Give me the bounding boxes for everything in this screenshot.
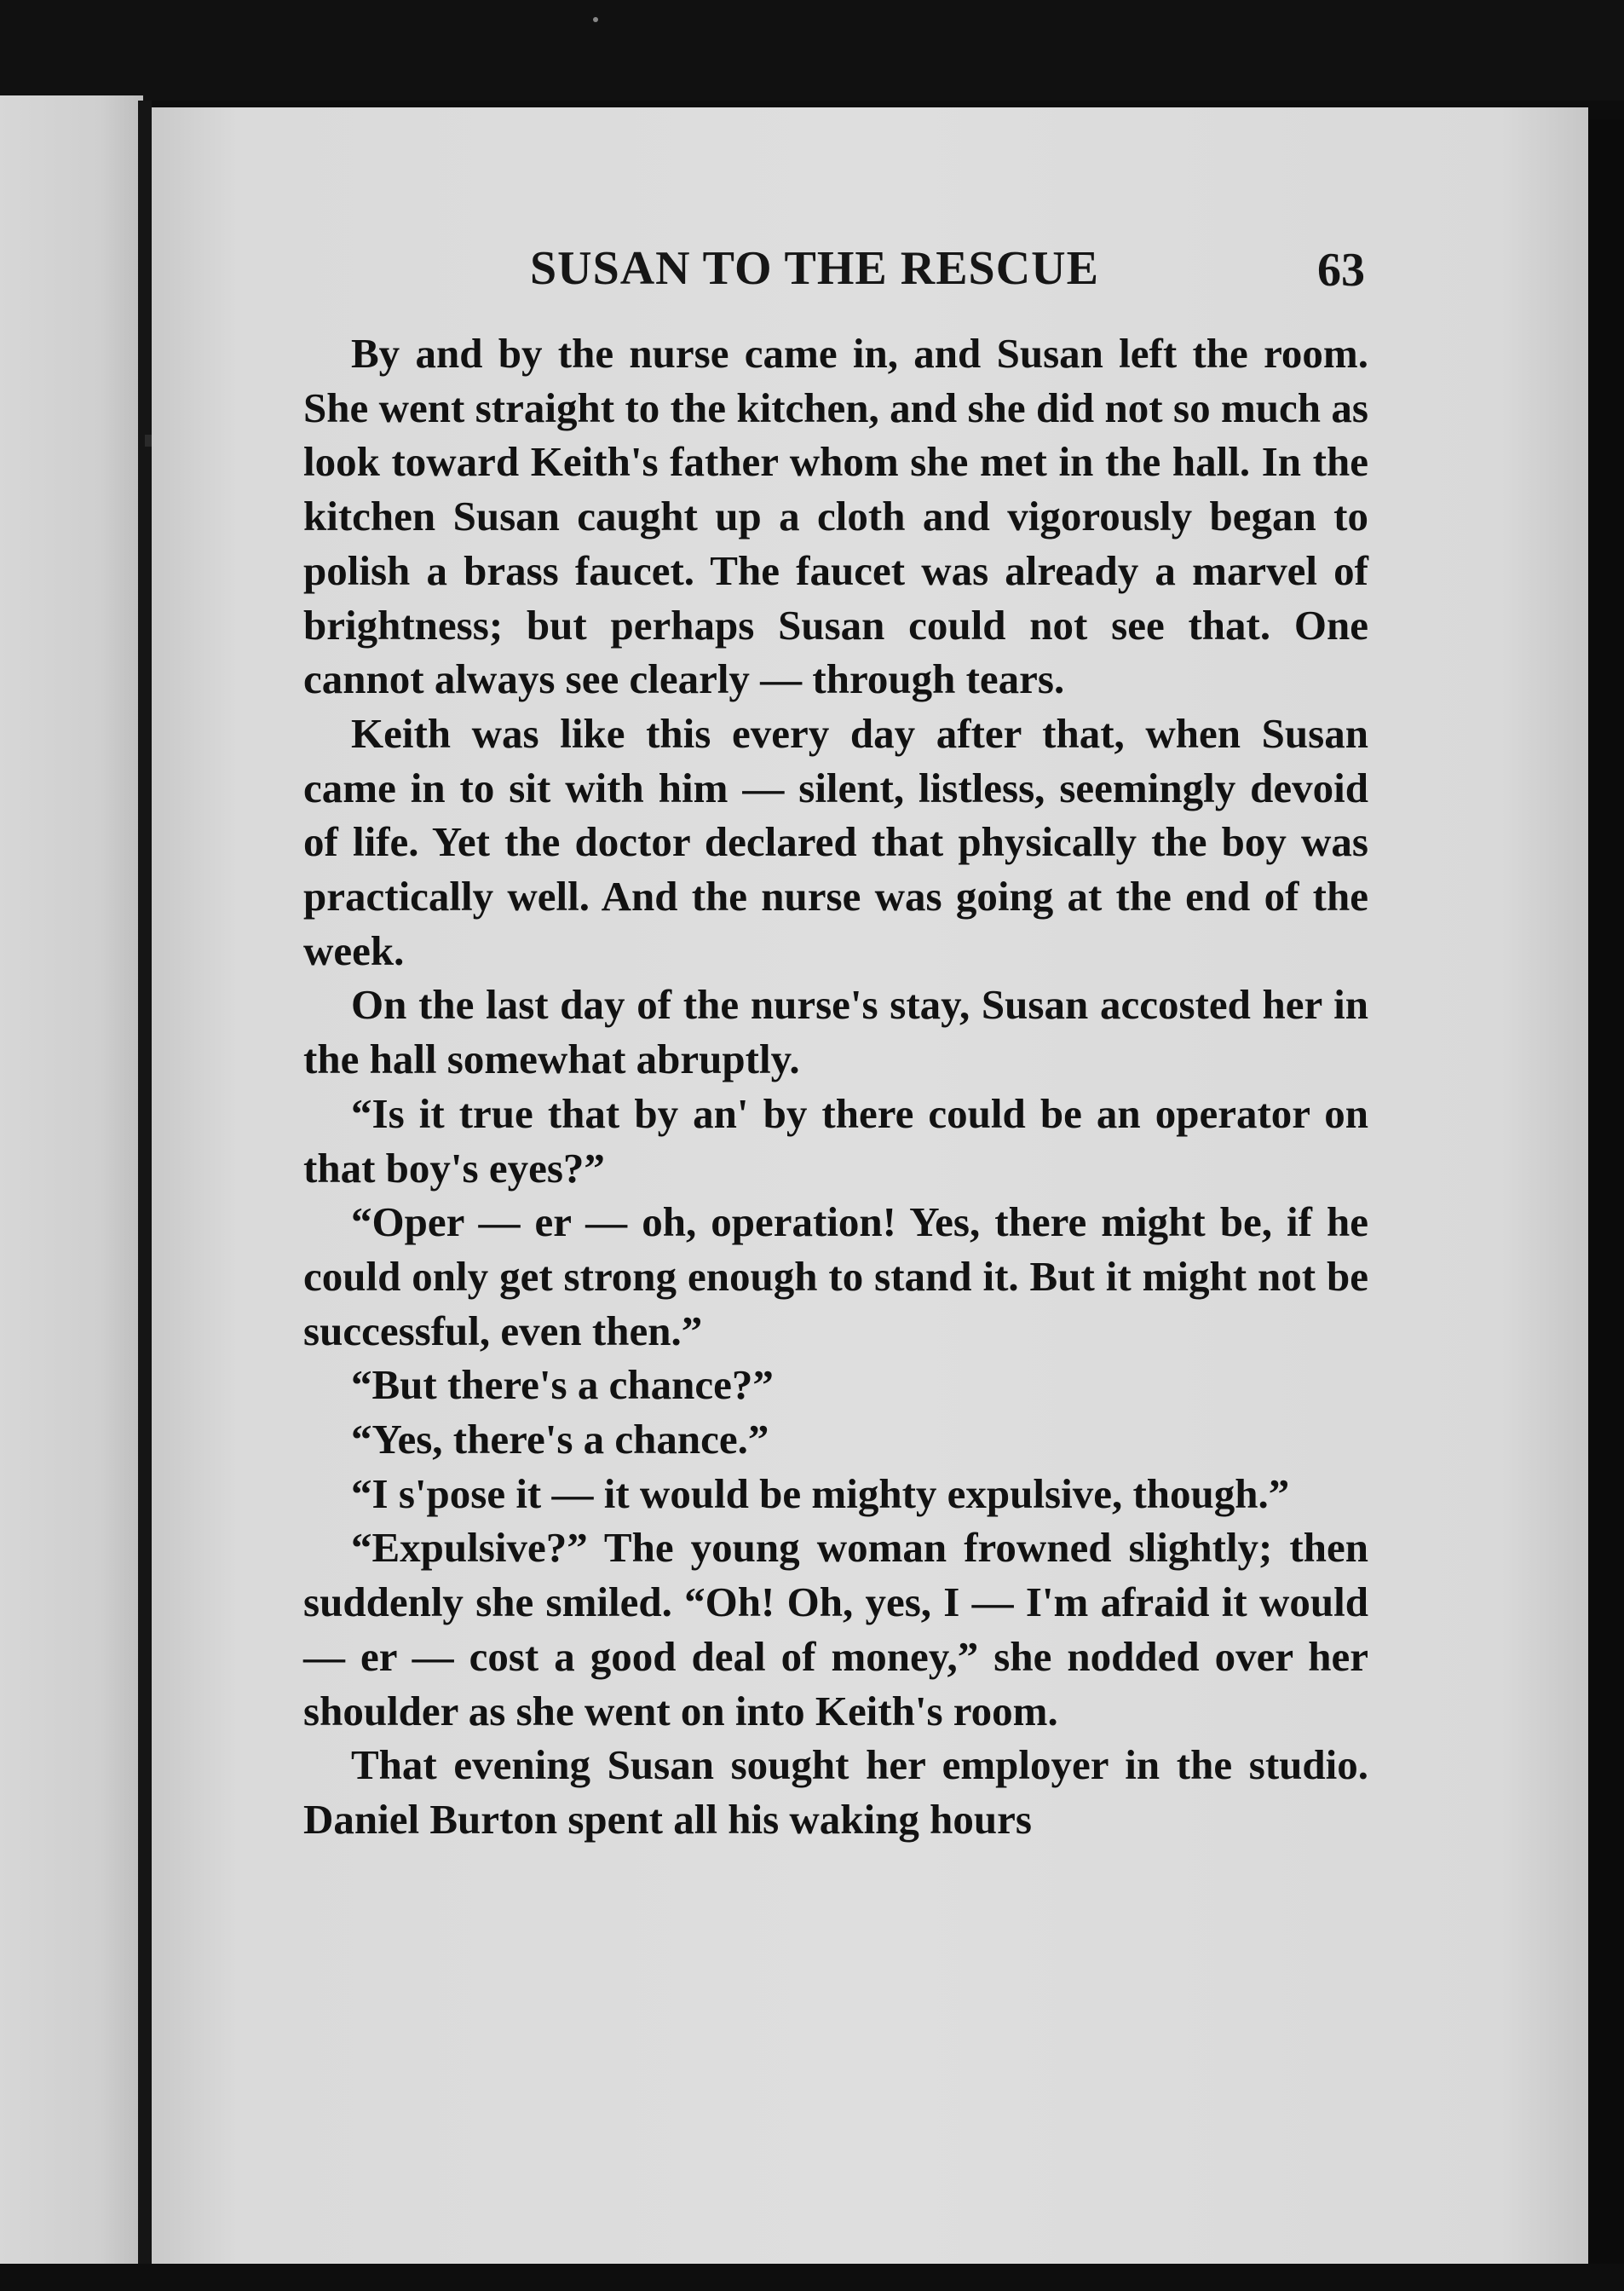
scan-bottom-border (0, 2264, 1624, 2291)
page-number: 63 (1317, 244, 1365, 297)
margin-mark (145, 435, 152, 447)
dialogue-paragraph: “Is it true that by an' by there could be an operator on that boy's eyes?” (303, 1089, 1368, 1192)
dialogue-paragraph: “Oper — er — oh, operation! Yes, there might be, if he could only get strong enough to stand it. But it might not be successful, even then.” (303, 1198, 1368, 1354)
running-header-title: SUSAN TO THE RESCUE (530, 242, 1099, 295)
dialogue-paragraph: “Yes, there's a chance.” (351, 1416, 769, 1463)
scan-speck (593, 17, 598, 22)
scan-right-border (1588, 119, 1624, 2291)
facing-page-edge (0, 95, 143, 2269)
body-text (303, 326, 1368, 1847)
dialogue-paragraph: “But there's a chance?” (351, 1361, 774, 1409)
paragraph: On the last day of the nurse's stay, Susan accosted her in the hall somewhat abruptly. (303, 981, 1368, 1083)
paragraph: Keith was like this every day after that, when Susan came in to sit with him — silent, listless, seemingly devoid of life. Yet the doctor declared that physically the boy was practically well. And the nurse was going at the end of the week. (303, 709, 1368, 974)
paragraph: By and by the nurse came in, and Susan left the room. She went straight to the kitchen, and she did not so much as look toward Keith's father whom she met in the hall. In the kitchen Susan caught up a cloth and vigorously began to polish a brass faucet. The faucet was already a marvel of brightness; but perhaps Susan could not see that. One cannot always see clearly — through tears. (303, 330, 1368, 703)
scan-top-border (0, 0, 1624, 101)
book-spine (138, 101, 152, 2265)
paragraph: That evening Susan sought her employer in the studio. Daniel Burton spent all his waking hours (303, 1741, 1368, 1843)
dialogue-paragraph: “I s'pose it — it would be mighty expulsive, though.” (351, 1469, 1290, 1517)
dialogue-paragraph: “Expulsive?” The young woman frowned slightly; then suddenly she smiled. “Oh! Oh, yes, I — I'm afraid it would — er — cost a good deal of money,” she nodded over her shoulder as she went on into Keith's room. (303, 1524, 1368, 1734)
